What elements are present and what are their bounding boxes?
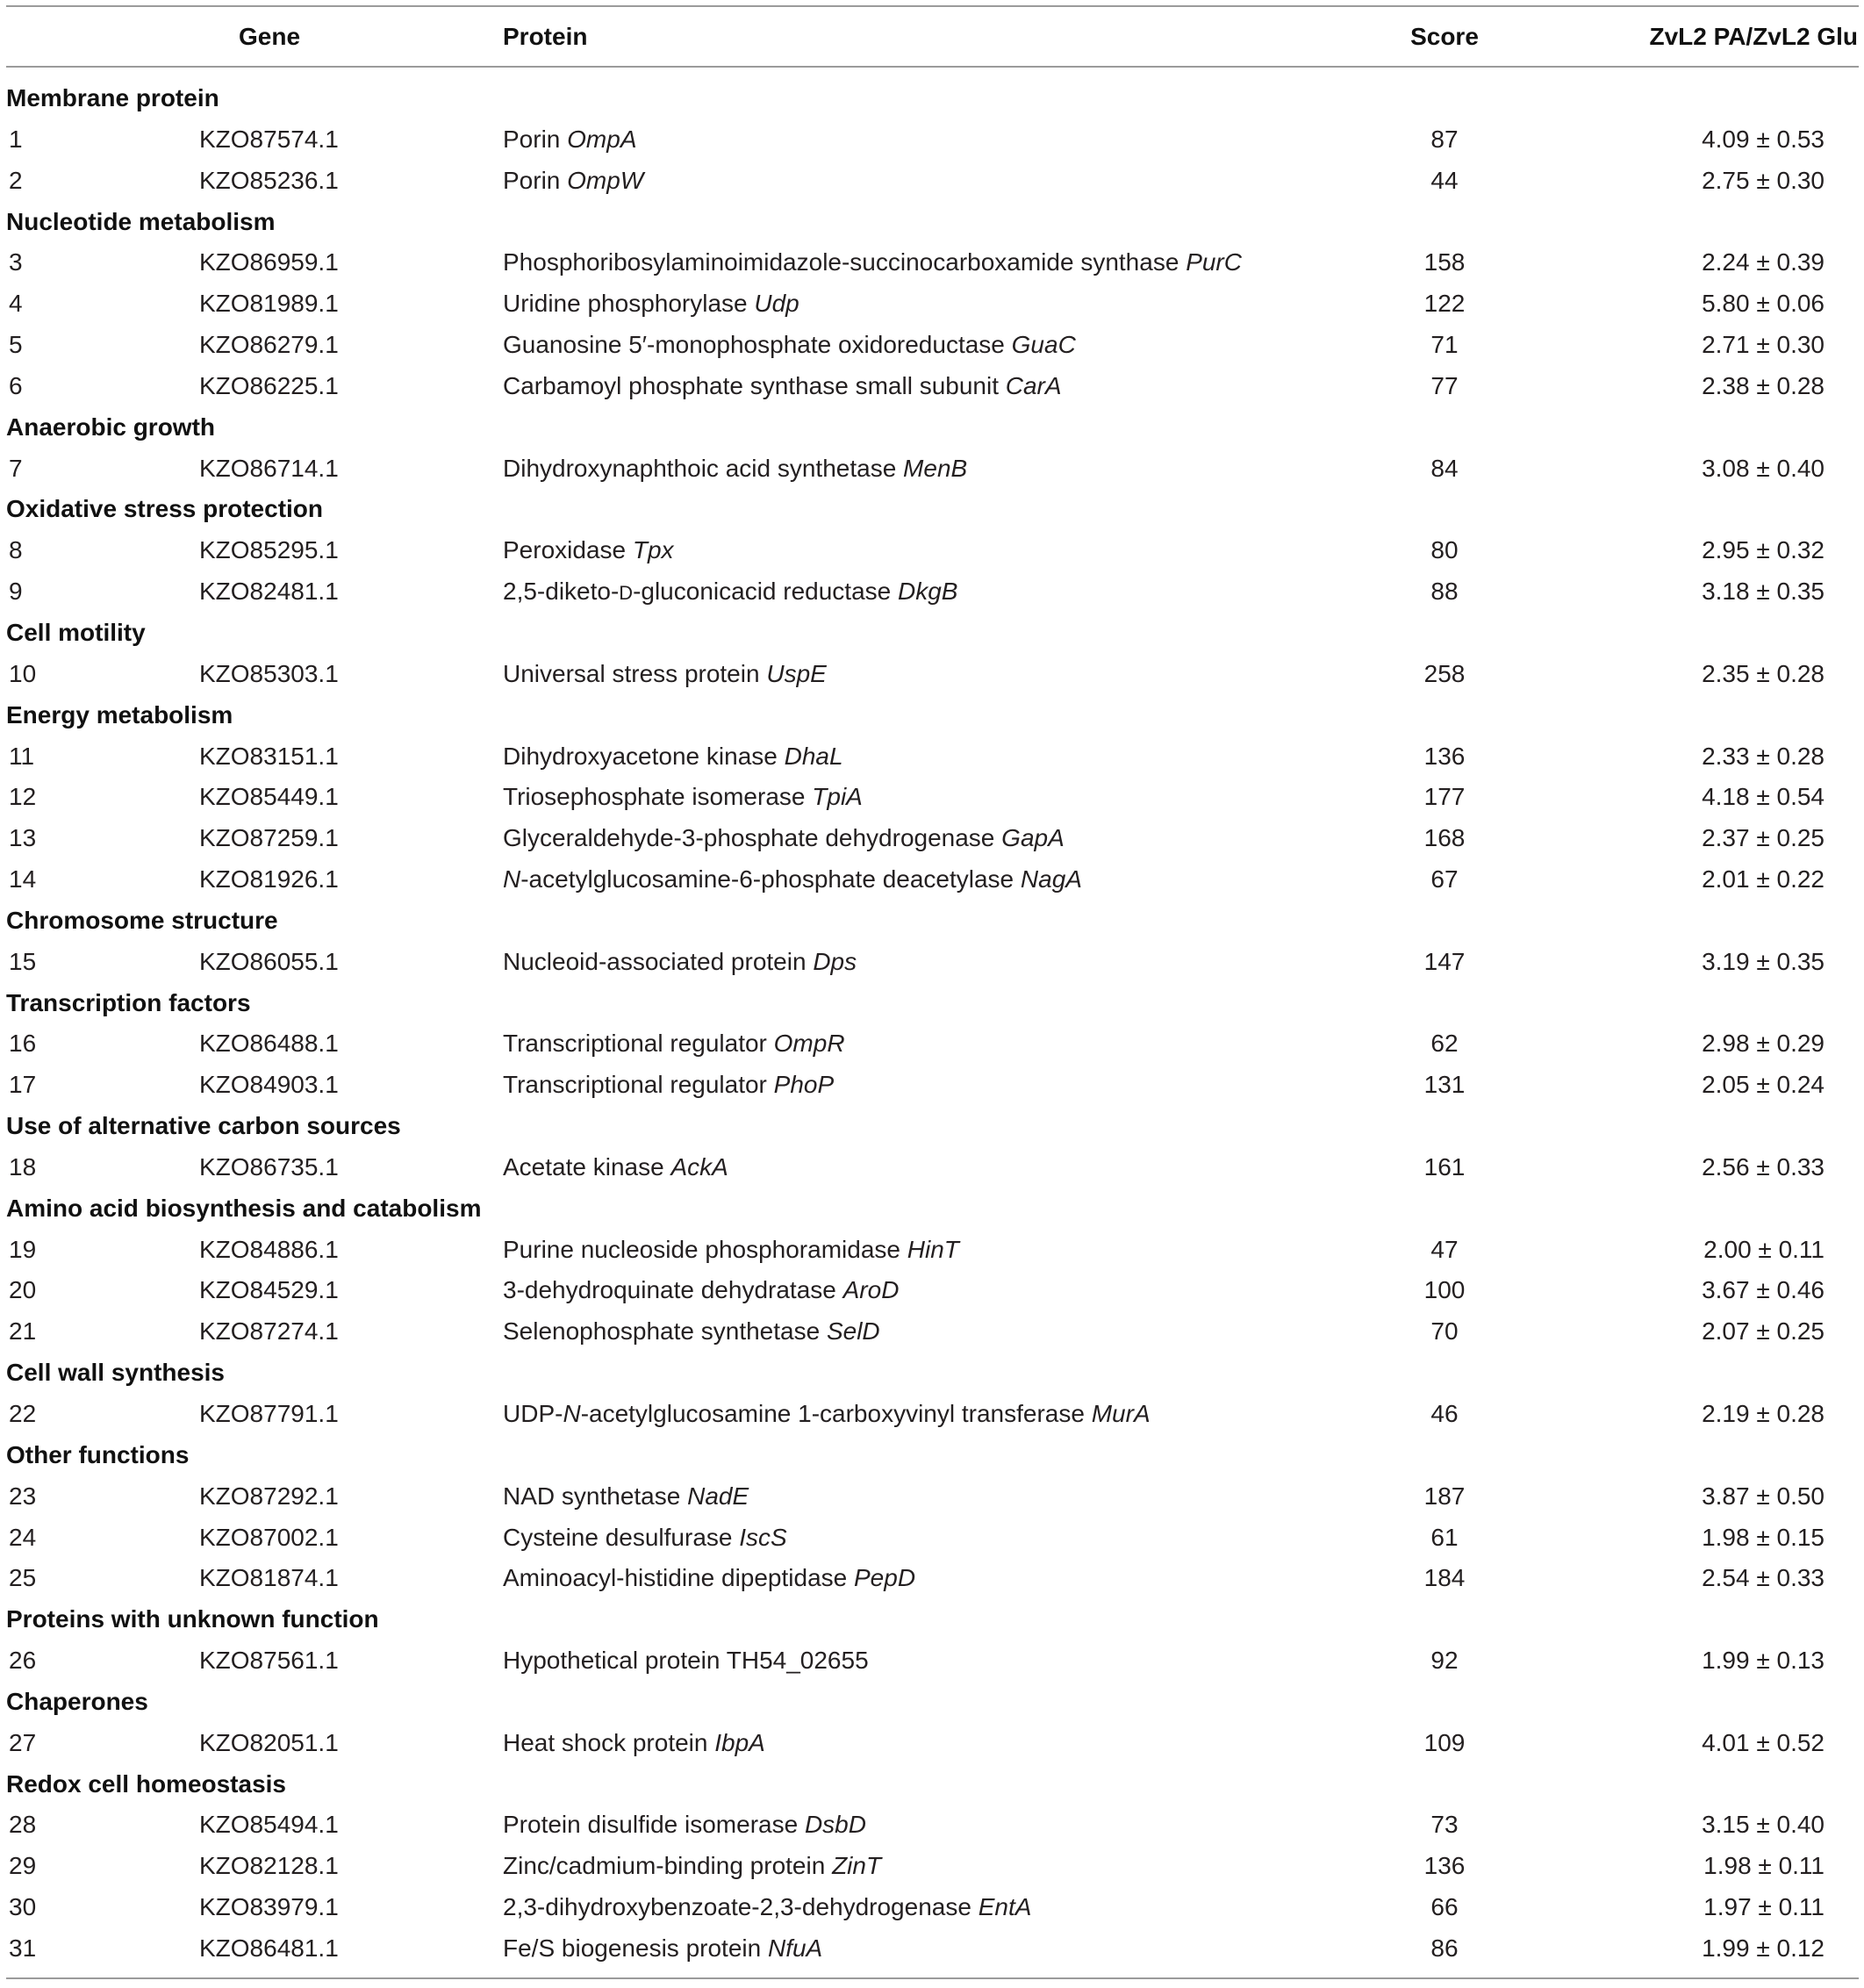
protein-name [503, 283, 1357, 325]
row-number: 7 [9, 454, 23, 482]
protein-text: -acetylglucosamine 1-carboxyvinyl transferase [580, 1400, 1092, 1427]
protein-text: Guanosine 5′-monophosphate oxidoreductase [503, 331, 1012, 359]
protein-text: 2,3-dihydroxybenzoate-2,3-dehydrogenase [503, 1893, 979, 1921]
protein-text: Porin [503, 125, 568, 153]
protein-name [503, 1518, 1357, 1559]
protein-text: Porin [503, 166, 568, 194]
protein-name [503, 1394, 1357, 1435]
table-row [6, 119, 1859, 161]
row-number: 16 [9, 1030, 37, 1058]
gene-accession: KZO86488.1 [199, 1030, 339, 1058]
section-title: Cell wall synthesis [6, 1359, 225, 1387]
gene-accession: KZO82128.1 [199, 1852, 339, 1880]
section-title: Membrane protein [6, 84, 219, 111]
protein-text: Heat shock protein [503, 1728, 715, 1756]
protein-name [503, 1270, 1357, 1311]
italic-term: PurC [1186, 248, 1242, 276]
ratio-value: 2.98 ± 0.29 [1702, 1030, 1825, 1058]
section-header-row [6, 1435, 1859, 1476]
score-value: 66 [1430, 1893, 1459, 1921]
ratio-value: 4.01 ± 0.52 [1702, 1728, 1825, 1756]
section-title: Proteins with unknown function [6, 1605, 379, 1633]
table-row [6, 1805, 1859, 1846]
gene-accession: KZO85236.1 [199, 166, 339, 194]
table-row [6, 1311, 1859, 1353]
score-value: 47 [1430, 1235, 1459, 1263]
section-header-row [6, 1353, 1859, 1394]
protein-name [503, 777, 1357, 818]
protein-name [503, 530, 1357, 571]
italic-term: NfuA [767, 1934, 823, 1962]
italic-term: ZinT [832, 1852, 882, 1880]
ratio-value: 2.71 ± 0.30 [1702, 331, 1825, 359]
score-value: 184 [1423, 1564, 1466, 1592]
italic-term: EntA [978, 1893, 1032, 1921]
row-number: 31 [9, 1934, 37, 1962]
section-header-row [6, 1188, 1859, 1230]
section-title: Other functions [6, 1440, 190, 1468]
gene-accession: KZO87259.1 [199, 824, 339, 852]
protein-text: Carbamoyl phosphate synthase small subunit [503, 371, 1006, 399]
table-row [6, 1928, 1859, 1970]
gene-accession: KZO81926.1 [199, 865, 339, 894]
score-value: 187 [1423, 1482, 1466, 1510]
score-value: 61 [1430, 1523, 1459, 1551]
italic-term: Dps [813, 947, 857, 975]
italic-term: GuaC [1011, 331, 1076, 359]
row-number: 20 [9, 1276, 37, 1304]
row-number: 17 [9, 1071, 37, 1099]
table-row [6, 1065, 1859, 1106]
protein-text: Universal stress protein [503, 659, 767, 687]
header-ratio: ZvL2 PA/ZvL2 Glu [1649, 23, 1858, 50]
row-number: 6 [9, 371, 23, 399]
score-value: 100 [1423, 1276, 1466, 1304]
row-number: 2 [9, 166, 23, 194]
score-value: 71 [1430, 331, 1459, 359]
header-protein: Protein [503, 23, 588, 50]
ratio-value: 3.87 ± 0.50 [1702, 1482, 1825, 1510]
protein-text: Peroxidase [503, 536, 633, 564]
gene-accession: KZO86735.1 [199, 1152, 339, 1181]
table-row [6, 161, 1859, 202]
score-value: 88 [1430, 578, 1459, 606]
gene-accession: KZO87791.1 [199, 1400, 339, 1427]
protein-name [503, 818, 1357, 859]
score-value: 168 [1423, 824, 1466, 852]
score-value: 177 [1423, 783, 1466, 811]
section-title: Nucleotide metabolism [6, 207, 276, 235]
section-header-row [6, 983, 1859, 1024]
ratio-value: 1.98 ± 0.15 [1702, 1523, 1825, 1551]
gene-accession: KZO82481.1 [199, 578, 339, 606]
table-row [6, 1846, 1859, 1887]
italic-term: N [563, 1400, 581, 1427]
protein-text: -acetylglucosamine-6-phosphate deacetylase [520, 865, 1021, 894]
protein-name [503, 1805, 1357, 1846]
row-number: 24 [9, 1523, 37, 1551]
section-title: Use of alternative carbon sources [6, 1112, 401, 1140]
section-header-row [6, 489, 1859, 530]
protein-text: Protein disulfide isomerase [503, 1811, 805, 1839]
italic-term: AroD [842, 1276, 900, 1304]
ratio-value: 3.15 ± 0.40 [1702, 1811, 1825, 1839]
ratio-value: 2.54 ± 0.33 [1702, 1564, 1825, 1592]
ratio-value: 3.67 ± 0.46 [1702, 1276, 1825, 1304]
score-value: 147 [1423, 947, 1466, 975]
gene-accession: KZO84886.1 [199, 1235, 339, 1263]
row-number: 30 [9, 1893, 37, 1921]
protein-name [503, 1928, 1357, 1970]
protein-name [503, 1723, 1357, 1764]
table-row [6, 1887, 1859, 1928]
section-title: Anaerobic growth [6, 413, 216, 441]
ratio-value: 3.19 ± 0.35 [1702, 947, 1825, 975]
section-title: Chaperones [6, 1687, 148, 1715]
protein-name [503, 1846, 1357, 1887]
score-value: 87 [1430, 125, 1459, 153]
gene-accession: KZO83151.1 [199, 742, 339, 770]
table-row [6, 1476, 1859, 1518]
protein-text: Phosphoribosylaminoimidazole-succinocarboxamide synthase [503, 248, 1187, 276]
section-header-row [6, 78, 1859, 119]
protein-text: Zinc/cadmium-binding protein [503, 1852, 833, 1880]
protein-name [503, 1065, 1357, 1106]
score-value: 136 [1423, 1852, 1466, 1880]
header-row [6, 7, 1859, 66]
ratio-value: 2.24 ± 0.39 [1702, 248, 1825, 276]
score-value: 109 [1423, 1728, 1466, 1756]
ratio-value: 2.75 ± 0.30 [1702, 166, 1825, 194]
protein-name [503, 571, 1357, 614]
gene-accession: KZO86279.1 [199, 331, 339, 359]
ratio-value: 2.19 ± 0.28 [1702, 1400, 1825, 1427]
section-header-row [6, 1764, 1859, 1805]
protein-name [503, 1230, 1357, 1271]
score-value: 86 [1430, 1934, 1459, 1962]
ratio-value: 2.95 ± 0.32 [1702, 536, 1825, 564]
italic-term: NagA [1020, 865, 1082, 894]
row-number: 29 [9, 1852, 37, 1880]
protein-name [503, 119, 1357, 161]
protein-name [503, 859, 1357, 901]
section-header-row [6, 1682, 1859, 1723]
row-number: 13 [9, 824, 37, 852]
row-number: 9 [9, 578, 23, 606]
protein-name [503, 1640, 1357, 1682]
gene-accession: KZO87574.1 [199, 125, 339, 153]
row-number: 1 [9, 125, 23, 153]
protein-text: Transcriptional regulator [503, 1030, 774, 1058]
small-caps-letter: D [619, 582, 634, 605]
table-row [6, 1147, 1859, 1188]
ratio-value: 2.05 ± 0.24 [1702, 1071, 1825, 1099]
protein-name [503, 1558, 1357, 1599]
score-value: 46 [1430, 1400, 1459, 1427]
italic-term: OmpW [567, 166, 644, 194]
protein-text: Transcriptional regulator [503, 1071, 774, 1099]
italic-term: TpiA [812, 783, 863, 811]
ratio-value: 1.98 ± 0.11 [1703, 1852, 1825, 1880]
score-value: 62 [1430, 1030, 1459, 1058]
table-row [6, 1394, 1859, 1435]
italic-term: PhoP [773, 1071, 835, 1099]
ratio-value: 1.99 ± 0.12 [1702, 1934, 1825, 1962]
header-score: Score [1410, 23, 1479, 50]
ratio-value: 5.80 ± 0.06 [1702, 290, 1825, 318]
section-header-row [6, 202, 1859, 243]
table-row [6, 366, 1859, 407]
protein-text: Glyceraldehyde-3-phosphate dehydrogenase [503, 824, 1002, 852]
ratio-value: 2.38 ± 0.28 [1702, 371, 1825, 399]
table-row [6, 571, 1859, 613]
score-value: 136 [1423, 742, 1466, 770]
bottom-rule [6, 1977, 1859, 1979]
protein-name [503, 1311, 1357, 1353]
row-number: 27 [9, 1728, 37, 1756]
italic-term: N [503, 865, 521, 894]
italic-term: UspE [766, 659, 827, 687]
row-number: 4 [9, 290, 23, 318]
gene-accession: KZO83979.1 [199, 1893, 339, 1921]
italic-term: Tpx [632, 536, 674, 564]
row-number: 25 [9, 1564, 37, 1592]
ratio-value: 4.09 ± 0.53 [1702, 125, 1825, 153]
table-row [6, 1230, 1859, 1271]
score-value: 70 [1430, 1317, 1459, 1346]
protein-text: 3-dehydroquinate dehydratase [503, 1276, 843, 1304]
gene-accession: KZO81989.1 [199, 290, 339, 318]
table-row [6, 1270, 1859, 1311]
ratio-value: 2.35 ± 0.28 [1702, 659, 1825, 687]
section-header-row [6, 695, 1859, 736]
ratio-value: 1.99 ± 0.13 [1702, 1647, 1825, 1675]
protein-text: Purine nucleoside phosphoramidase [503, 1235, 907, 1263]
gene-accession: KZO85295.1 [199, 536, 339, 564]
gene-accession: KZO86959.1 [199, 248, 339, 276]
score-value: 73 [1430, 1811, 1459, 1839]
ratio-value: 2.37 ± 0.25 [1702, 824, 1825, 852]
ratio-value: 4.18 ± 0.54 [1702, 783, 1825, 811]
section-header-row [6, 1106, 1859, 1147]
score-value: 92 [1430, 1647, 1459, 1675]
ratio-value: 2.00 ± 0.11 [1703, 1235, 1825, 1263]
gene-accession: KZO85449.1 [199, 783, 339, 811]
score-value: 77 [1430, 371, 1459, 399]
italic-term: Udp [754, 290, 799, 318]
score-value: 84 [1430, 454, 1459, 482]
section-header-row [6, 407, 1859, 449]
table-row [6, 242, 1859, 283]
row-number: 8 [9, 536, 23, 564]
row-number: 18 [9, 1152, 37, 1181]
section-header-row [6, 1599, 1859, 1640]
gene-accession: KZO82051.1 [199, 1728, 339, 1756]
table-row [6, 942, 1859, 983]
section-title: Chromosome structure [6, 906, 278, 934]
table-row [6, 283, 1859, 325]
table-row [6, 325, 1859, 366]
row-number: 10 [9, 659, 37, 687]
table-row [6, 818, 1859, 859]
table-row [6, 1723, 1859, 1764]
protein-name [503, 1147, 1357, 1188]
row-number: 15 [9, 947, 37, 975]
section-title: Transcription factors [6, 988, 251, 1016]
table-row [6, 1640, 1859, 1682]
protein-text: Cysteine desulfurase [503, 1523, 740, 1551]
table-row [6, 859, 1859, 901]
protein-text: Aminoacyl-histidine dipeptidase [503, 1564, 854, 1592]
protein-name [503, 366, 1357, 407]
gene-accession: KZO86481.1 [199, 1934, 339, 1962]
protein-name [503, 942, 1357, 983]
row-number: 5 [9, 331, 23, 359]
row-number: 19 [9, 1235, 37, 1263]
italic-term: GapA [1001, 824, 1065, 852]
protein-text: Hypothetical protein TH54_02655 [503, 1647, 869, 1675]
protein-name [503, 736, 1357, 778]
protein-text: Dihydroxyacetone kinase [503, 742, 785, 770]
ratio-value: 2.07 ± 0.25 [1702, 1317, 1825, 1346]
gene-accession: KZO86055.1 [199, 947, 339, 975]
row-number: 21 [9, 1317, 37, 1346]
italic-term: MurA [1091, 1400, 1151, 1427]
score-value: 80 [1430, 536, 1459, 564]
protein-text: Dihydroxynaphthoic acid synthetase [503, 454, 904, 482]
score-value: 258 [1423, 659, 1466, 687]
row-number: 23 [9, 1482, 37, 1510]
row-number: 26 [9, 1647, 37, 1675]
gene-accession: KZO86714.1 [199, 454, 339, 482]
score-value: 131 [1423, 1071, 1466, 1099]
header-gene: Gene [239, 23, 301, 50]
protein-text: NAD synthetase [503, 1482, 688, 1510]
italic-term: NadE [687, 1482, 749, 1510]
italic-term: IbpA [714, 1728, 765, 1756]
row-number: 11 [9, 742, 35, 770]
gene-accession: KZO87292.1 [199, 1482, 339, 1510]
section-header-row [6, 613, 1859, 654]
gene-accession: KZO84903.1 [199, 1071, 339, 1099]
header-number [6, 7, 199, 66]
gene-accession: KZO85303.1 [199, 659, 339, 687]
protein-text: Nucleoid-associated protein [503, 947, 814, 975]
italic-term: CarA [1005, 371, 1062, 399]
table-row [6, 530, 1859, 571]
italic-term: DkgB [898, 578, 958, 606]
table-row [6, 777, 1859, 818]
italic-term: AckA [670, 1152, 728, 1181]
score-value: 122 [1423, 290, 1466, 318]
italic-term: OmpA [567, 125, 637, 153]
italic-term: PepD [854, 1564, 916, 1592]
protein-name [503, 1023, 1357, 1065]
protein-text: 2,5-diketo- [503, 578, 620, 606]
table-row [6, 1023, 1859, 1065]
protein-name [503, 449, 1357, 490]
italic-term: HinT [907, 1235, 959, 1263]
ratio-value: 2.56 ± 0.33 [1702, 1152, 1825, 1181]
row-number: 3 [9, 248, 23, 276]
table-row [6, 736, 1859, 778]
protein-name [503, 161, 1357, 202]
protein-name [503, 325, 1357, 366]
table-row [6, 449, 1859, 490]
protein-text: Uridine phosphorylase [503, 290, 755, 318]
protein-name [503, 242, 1357, 283]
table-row [6, 1518, 1859, 1559]
gene-accession: KZO85494.1 [199, 1811, 339, 1839]
section-header-row [6, 901, 1859, 942]
ratio-value: 2.33 ± 0.28 [1702, 742, 1825, 770]
protein-name [503, 654, 1357, 695]
row-number: 28 [9, 1811, 37, 1839]
section-title: Redox cell homeostasis [6, 1769, 287, 1798]
table-row [6, 1558, 1859, 1599]
section-title: Cell motility [6, 618, 146, 646]
italic-term: IscS [739, 1523, 787, 1551]
gene-accession: KZO86225.1 [199, 371, 339, 399]
protein-name [503, 1476, 1357, 1518]
row-number: 12 [9, 783, 37, 811]
gene-accession: KZO87274.1 [199, 1317, 339, 1346]
row-number: 22 [9, 1400, 37, 1427]
gene-accession: KZO84529.1 [199, 1276, 339, 1304]
section-title: Amino acid biosynthesis and catabolism [6, 1194, 482, 1222]
gene-accession: KZO87002.1 [199, 1523, 339, 1551]
table-row [6, 654, 1859, 695]
ratio-value: 3.18 ± 0.35 [1702, 578, 1825, 606]
italic-term: OmpR [773, 1030, 845, 1058]
protein-name [503, 1887, 1357, 1928]
score-value: 161 [1423, 1152, 1466, 1181]
protein-text: Triosephosphate isomerase [503, 783, 813, 811]
table-body [6, 68, 1859, 1977]
protein-text: Selenophosphate synthetase [503, 1317, 827, 1346]
italic-term: SelD [826, 1317, 880, 1346]
ratio-value: 2.01 ± 0.22 [1702, 865, 1825, 894]
italic-term: DsbD [804, 1811, 866, 1839]
score-value: 44 [1430, 166, 1459, 194]
section-title: Oxidative stress protection [6, 495, 324, 523]
row-number: 14 [9, 865, 37, 894]
italic-term: MenB [903, 454, 968, 482]
protein-text: UDP- [503, 1400, 563, 1427]
italic-term: DhaL [784, 742, 843, 770]
ratio-value: 3.08 ± 0.40 [1702, 454, 1825, 482]
score-value: 158 [1423, 248, 1466, 276]
score-value: 67 [1430, 865, 1459, 894]
ratio-value: 1.97 ± 0.11 [1703, 1893, 1825, 1921]
gene-accession: KZO81874.1 [199, 1564, 339, 1592]
protein-table [6, 5, 1859, 1979]
protein-text: -gluconicacid reductase [633, 578, 899, 606]
protein-text: Acetate kinase [503, 1152, 671, 1181]
protein-text: Fe/S biogenesis protein [503, 1934, 768, 1962]
gene-accession: KZO87561.1 [199, 1647, 339, 1675]
section-title: Energy metabolism [6, 700, 233, 728]
